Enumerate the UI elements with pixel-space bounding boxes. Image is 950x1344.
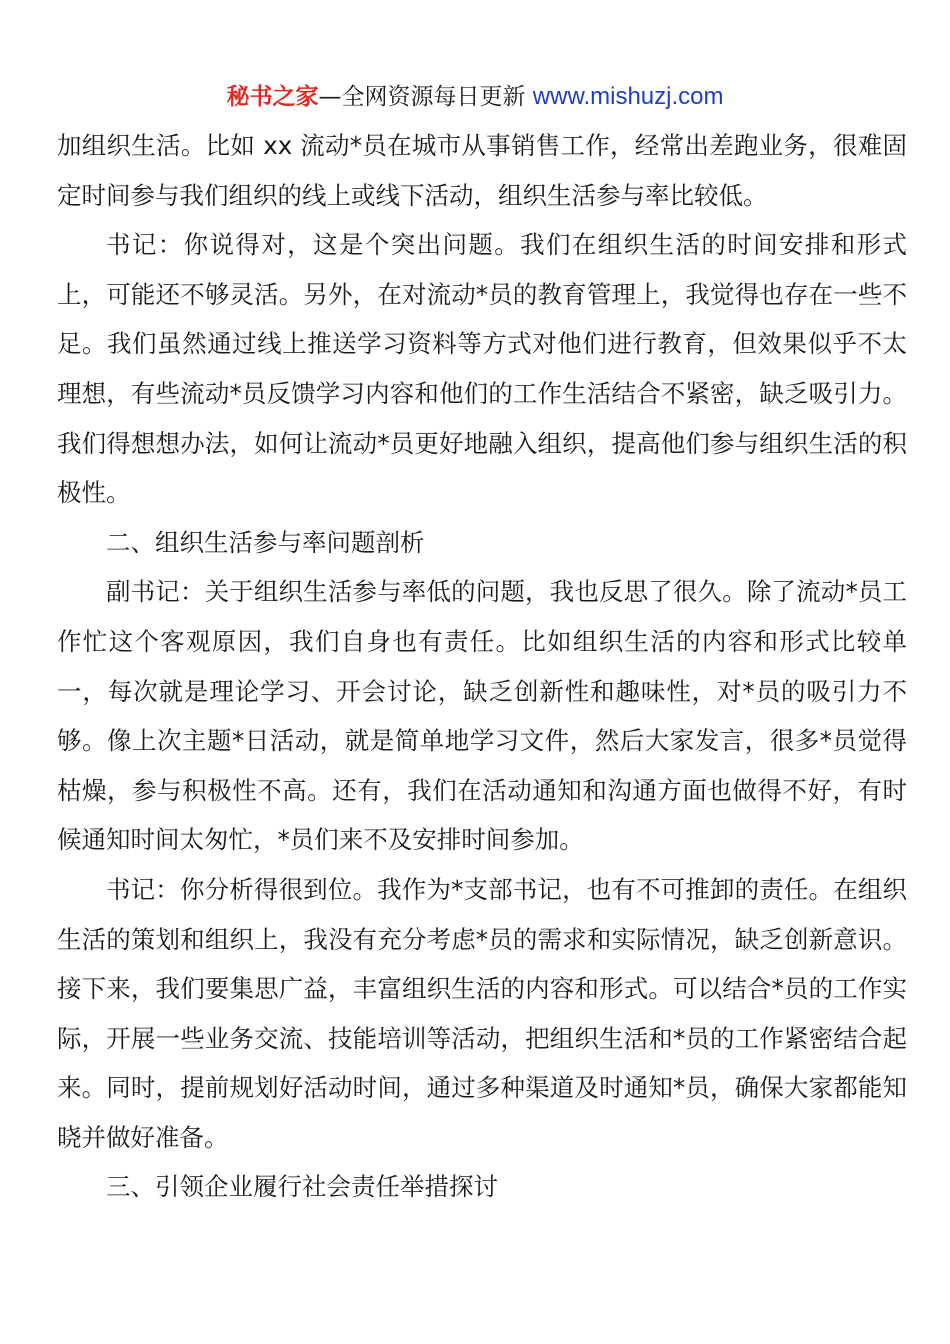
site-header: [0, 80, 950, 114]
section-heading: 三、引领企业履行社会责任举措探讨: [106, 1172, 498, 1202]
section-heading: 二、组织生活参与率问题剖析: [106, 527, 425, 557]
paragraph: 副书记：关于组织生活参与率低的问题，我也反思了很久。除了流动*员工作忙这个客观原因，我们自身也有责任。比如组织生活的内容和形式比较单一，每次就是理论学习、开会讨论，缺乏创新性和趣味性，对*员的吸引力不够。像上次主题*日活动，就是简单地学习文件，然后大家发言，很多*员觉得枯燥，参与积极性不高。还有，我们在活动通知和沟通方面也做得不好，有时候通知时间太匆忙，*员们来不及安排时间参加。: [57, 577, 907, 855]
document-body: [57, 121, 907, 1212]
paragraph: 加组织生活。比如 xx 流动*员在城市从事销售工作，经常出差跑业务，很难固定时间参与我们组织的线上或线下活动，组织生活参与率比较低。: [57, 131, 907, 210]
site-url-link[interactable]: www.mishuzj.com: [532, 83, 724, 110]
paragraph: 书记：你说得对，这是个突出问题。我们在组织生活的时间安排和形式上，可能还不够灵活。另外，在对流动*员的教育管理上，我觉得也存在一些不足。我们虽然通过线上推送学习资料等方式对他们进行教育，但效果似乎不太理想，有些流动*员反馈学习内容和他们的工作生活结合不紧密，缺乏吸引力。我们得想想办法，如何让流动*员更好地融入组织，提高他们参与组织生活的积极性。: [57, 230, 907, 508]
paragraph: 书记：你分析得很到位。我作为*支部书记，也有不可推卸的责任。在组织生活的策划和组织上，我没有充分考虑*员的需求和实际情况，缺乏创新意识。接下来，我们要集思广益，丰富组织生活的内容和形式。可以结合*员的工作实际，开展一些业务交流、技能培训等活动，把组织生活和*员的工作紧密结合起来。同时，提前规划好活动时间，通过多种渠道及时通知*员，确保大家都能知晓并做好准备。: [57, 874, 907, 1152]
header-tagline: —全网资源每日更新: [318, 84, 526, 110]
brand-name: 秘书之家: [226, 84, 319, 110]
